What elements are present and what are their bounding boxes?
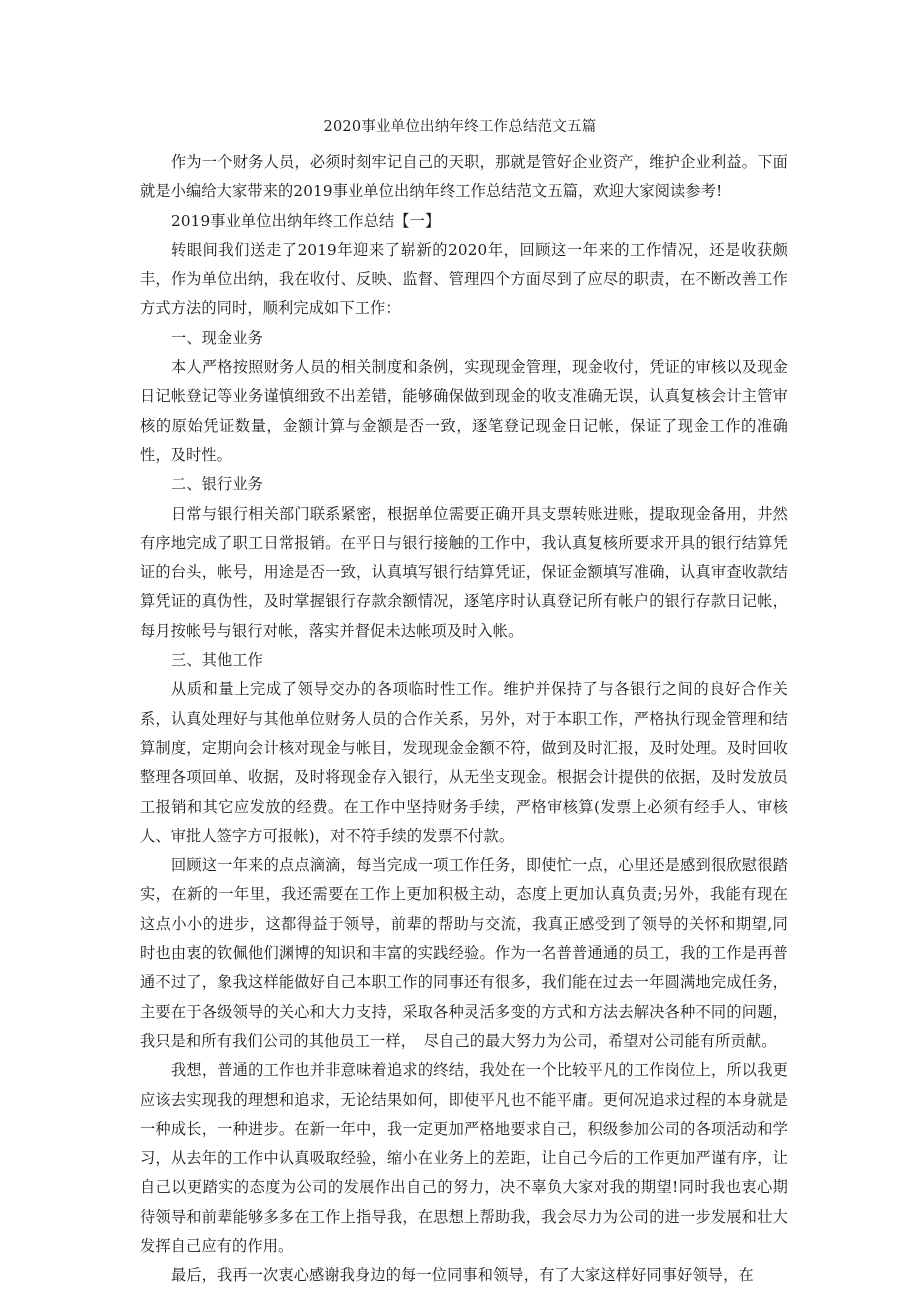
document-body xyxy=(140,148,788,1291)
body-paragraph: 最后，我再一次衷心感谢我身边的每一位同事和领导，有了大家这样好同事好领导，在 xyxy=(171,1266,754,1285)
subheading-other-work: 三、其他工作 xyxy=(171,651,264,670)
subheading-cash-business: 一、现金业务 xyxy=(171,328,264,347)
document-title: 2020事业单位出纳年终工作总结范文五篇 xyxy=(323,119,597,135)
body-paragraph: 本人严格按照财务人员的相关制度和条例，实现现金管理，现金收付，凭证的审核以及现金日记帐登记等业务谨慎细致不出差错，能够确保做到现金的收支准确无误，认真复核会计主管审核的原始凭证数量，金额计算与金额是否一致，逐笔登记现金日记帐，保证了现金工作的准确性，及时性。 xyxy=(140,358,788,464)
body-paragraph: 回顾这一年来的点点滴滴，每当完成一项工作任务，即使忙一点，心里还是感到很欣慰很踏实，在新的一年里，我还需要在工作上更加积极主动，态度上更加认真负责;另外，我能有现在这点小小的进步，这都得益于领导，前辈的帮助与交流，我真正感受到了领导的关怀和期望,同时也由衷的钦佩他们渊博的知识和丰富的实践经验。作为一名普普通通的员工，我的工作是再普通不过了，象我这样能做好自己本职工作的同事还有很多，我们能在过去一年圆满地完成任务，主要在于各级领导的关心和大力支持，采取各种灵活多变的方式和方法去解决各种不同的问题，我只是和所有我们公司的其他员工一样， 尽自己的最大努力为公司，希望对公司能有所贡献。 xyxy=(140,856,788,1050)
section-heading-part-one: 2019事业单位出纳年终工作总结【一】 xyxy=(171,211,441,230)
subheading-bank-business: 二、银行业务 xyxy=(171,475,264,494)
body-paragraph: 从质和量上完成了领导交办的各项临时性工作。维护并保持了与各银行之间的良好合作关系，认真处理好与其他单位财务人员的合作关系，另外，对于本职工作，严格执行现金管理和结算制度，定期向会计核对现金与帐目，发现现金金额不符，做到及时汇报，及时处理。及时回收整理各项回单、收据，及时将现金存入银行，从无坐支现金。根据会计提供的依据，及时发放员工报销和其它应发放的经费。在工作中坚持财务手续，严格审核算(发票上必须有经手人、审核人、审批人签字方可报帐)，对不符手续的发票不付款。 xyxy=(140,680,788,845)
body-paragraph: 我想，普通的工作也并非意味着追求的终结，我处在一个比较平凡的工作岗位上，所以我更应该去实现我的理想和追求，无论结果如何，即使平凡也不能平庸。更何况追求过程的本身就是一种成长，一种进步。在新一年中，我一定更加严格地要求自己，积级参加公司的各项活动和学习，从去年的工作中认真吸取经验，缩小在业务上的差距，让自己今后的工作更加严谨有序，让自己以更踏实的态度为公司的发展作出自己的努力，决不辜负大家对我的期望!同时我也衷心期待领导和前辈能够多多在工作上指导我，在思想上帮助我，我会尽力为公司的进一步发展和壮大发挥自己应有的作用。 xyxy=(140,1061,788,1255)
body-paragraph: 日常与银行相关部门联系紧密，根据单位需要正确开具支票转账进账，提取现金备用，井然有序地完成了职工日常报销。在平日与银行接触的工作中，我认真复核所要求开具的银行结算凭证的台头，帐号，用途是否一致，认真填写银行结算凭证，保证金额填写准确，认真审查收款结算凭证的真伪性，及时掌握银行存款余额情况，逐笔序时认真登记所有帐户的银行存款日记帐，每月按帐号与银行对帐，落实并督促未达帐项及时入帐。 xyxy=(140,504,788,640)
body-paragraph: 转眼间我们送走了2019年迎来了崭新的2020年，回顾这一年来的工作情况，还是收获颇丰，作为单位出纳，我在收付、反映、监督、管理四个方面尽到了应尽的职责，在不断改善工作方式方法的同时，顺利完成如下工作： xyxy=(140,240,788,318)
intro-paragraph: 作为一个财务人员，必须时刻牢记自己的天职，那就是管好企业资产，维护企业利益。下面就是小编给大家带来的2019事业单位出纳年终工作总结范文五篇，欢迎大家阅读参考! xyxy=(140,153,788,201)
